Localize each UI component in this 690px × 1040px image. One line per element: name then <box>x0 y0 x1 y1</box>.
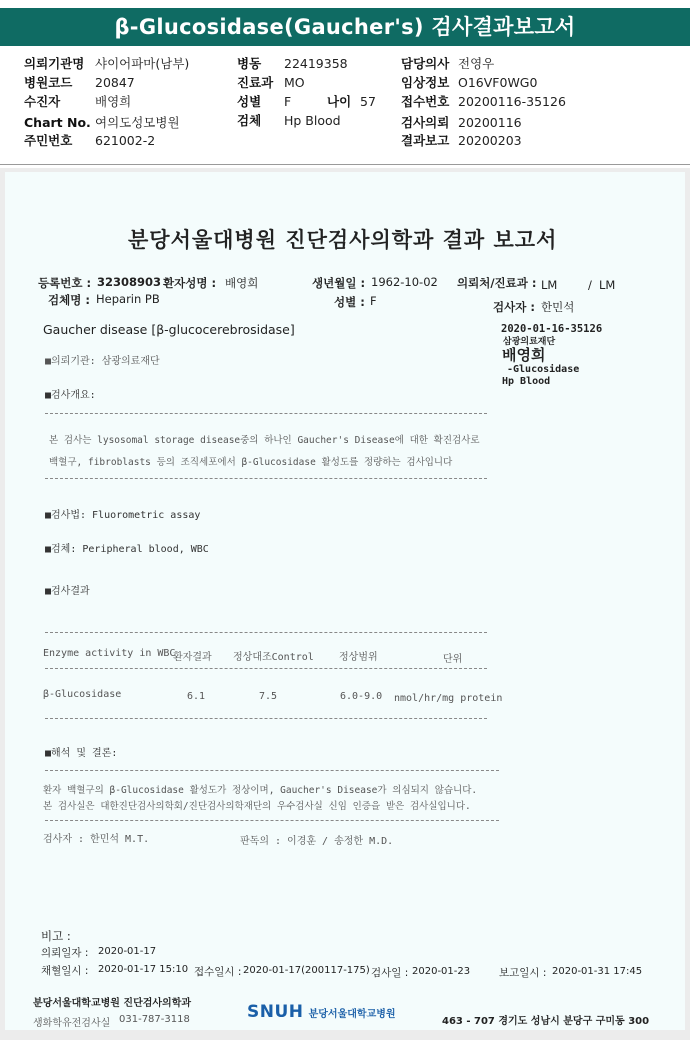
examiner-line: 검사자 : 한민석 M.T. <box>43 834 150 845</box>
stamp-test: -Glucosidase <box>507 364 580 375</box>
stamp-org: 삼광의료재단 <box>503 337 556 347</box>
stamp-id: 2020-01-16-35126 <box>501 323 603 335</box>
dept-separator: / <box>588 278 592 292</box>
header-label: 접수번호 <box>401 94 450 109</box>
scanned-report <box>5 172 685 1030</box>
header-value-request <box>458 116 522 130</box>
header-row-age <box>327 95 351 109</box>
header-value: 57 <box>360 94 376 109</box>
header-label: 담당의사 <box>401 56 450 71</box>
method-line: ■검사법: Fluorometric assay <box>45 510 201 521</box>
reg-no-label: 등록번호 : <box>38 276 92 290</box>
test-date-value: 2020-01-23 <box>412 966 471 977</box>
header-divider <box>0 164 690 165</box>
test-name: Gaucher disease [β-glucocerebrosidase] <box>43 322 295 337</box>
tester-value: 한민석 <box>541 300 575 314</box>
header-label: 검체 <box>237 113 262 128</box>
header-label: 의뢰기관명 <box>24 56 85 71</box>
header-value: 20847 <box>95 75 135 90</box>
footer-address: 463 - 707 경기도 성남시 분당구 구미동 300 <box>442 1016 650 1027</box>
header-value: 여의도성모병원 <box>95 115 180 130</box>
header-label: 병동 <box>237 56 262 71</box>
dashed-divider <box>45 820 499 821</box>
request-date-value: 2020-01-17 <box>98 946 157 957</box>
header-label: 성별 <box>237 94 262 109</box>
reg-no-value: 32308903 <box>97 275 162 289</box>
dept-value-b: LM <box>599 278 616 292</box>
header-row-doctor <box>401 57 449 71</box>
table-header-enzyme: Enzyme activity in WBC <box>43 648 176 659</box>
footer-org: 분당서울대학교병원 진단검사의학과 <box>33 998 192 1009</box>
dashed-divider <box>45 413 487 414</box>
header-row-ward <box>237 57 261 71</box>
dept-label: 의뢰처/진료과 : <box>457 276 537 290</box>
overview-heading: ■검사개요: <box>45 390 96 401</box>
report-date-label: 보고일시 : <box>499 967 547 979</box>
table-header-rule <box>45 668 487 669</box>
header-row-report <box>401 134 449 148</box>
header-row-institution <box>24 57 84 71</box>
collect-value: 2020-01-17 15:10 <box>98 964 189 975</box>
footer-lab: 생화학유전검사실 <box>33 1018 111 1029</box>
patient-label: 환자성명 : <box>163 276 217 290</box>
overview-line-2: 백혈구, fibroblasts 등의 조직세포에서 β-Glucosidase 활성도를 정량하는 검사입니다 <box>49 457 453 468</box>
header-value-report <box>458 134 522 148</box>
report-title-bar <box>0 8 690 46</box>
sex-label: 성별 : <box>334 295 365 309</box>
header-value: 621002-2 <box>95 133 156 148</box>
header-value: 20200116 <box>458 115 522 130</box>
overview-line-1: 본 검사는 lysosomal storage disease중의 하나인 Gaucher's Disease에 대한 확진검사로 <box>49 435 480 446</box>
request-date-label: 의뢰일자 : <box>41 947 89 959</box>
receipt-label: 접수일시 : <box>194 966 242 978</box>
header-value: O16VF0WG0 <box>458 75 538 90</box>
header-value: 샤이어파마(남부) <box>95 56 190 71</box>
sample-line: ■검체: Peripheral blood, WBC <box>45 544 209 555</box>
table-bottom-rule <box>45 718 487 719</box>
header-row-hospital-code <box>24 76 72 90</box>
header-value-chart-no <box>95 116 180 130</box>
header-value: F <box>284 94 292 109</box>
header-label: 결과보고 <box>401 133 450 148</box>
stamp-name: 배영희 <box>502 346 546 364</box>
table-cell-unit: nmol/hr/mg protein <box>394 693 503 704</box>
header-label: 나이 <box>327 94 352 109</box>
snuh-logo-korean: 분당서울대학교병원 <box>308 1009 396 1020</box>
institution-line: ■의뢰기관: 삼광의료재단 <box>45 356 160 367</box>
table-header-range: 정상범위 <box>339 652 378 663</box>
table-cell-enzyme: β-Glucosidase <box>43 689 122 700</box>
table-cell-range: 6.0-9.0 <box>340 691 383 702</box>
header-row-patient <box>24 95 60 109</box>
header-row-resident-no <box>24 134 72 148</box>
scan-title: 분당서울대병원 진단검사의학과 결과 보고서 <box>128 228 558 252</box>
header-row-receipt-no <box>401 95 449 109</box>
reader-line: 판독의 : 이경훈 / 송정한 M.D. <box>240 836 394 847</box>
patient-value: 배영희 <box>225 276 259 290</box>
collect-label: 채혈일시 : <box>41 965 89 977</box>
header-value-receipt-no <box>458 95 566 109</box>
table-header-patient: 환자결과 <box>173 652 212 663</box>
header-value: MO <box>284 75 305 90</box>
header-value-resident-no <box>95 134 155 148</box>
snuh-logo-text: SNUH <box>247 1002 304 1022</box>
dashed-divider <box>45 770 499 771</box>
header-label: 검사의뢰 <box>401 115 450 130</box>
note-label: 비고 : <box>41 929 71 943</box>
header-value-doctor <box>458 57 494 71</box>
header-value-ward <box>284 57 348 71</box>
header-value-age <box>360 95 376 109</box>
receipt-value: 2020-01-17(200117-175) <box>243 965 370 976</box>
table-cell-control: 7.5 <box>259 691 278 702</box>
header-row-department <box>237 76 273 90</box>
table-header-control: 정상대조Control <box>233 652 314 663</box>
header-value: 22419358 <box>284 56 348 71</box>
header-value-specimen <box>284 114 341 128</box>
snuh-logo <box>247 1002 396 1022</box>
interpretation-line-1: 환자 백혈구의 β-Glucosidase 활성도가 정상이며, Gaucher's Disease가 의심되지 않습니다. <box>43 785 478 796</box>
specimen-value: Heparin PB <box>96 292 160 306</box>
tester-label: 검사자 : <box>493 300 535 314</box>
header-value-sex <box>284 95 291 109</box>
header-value: 전영우 <box>458 56 495 71</box>
header-row-clinical-info <box>401 76 449 90</box>
dob-value: 1962-10-02 <box>371 275 438 289</box>
header-label: 임상정보 <box>401 75 450 90</box>
report-date-value: 2020-01-31 17:45 <box>552 966 643 977</box>
header-value: 20200116-35126 <box>458 94 566 109</box>
sex-value: F <box>370 294 377 308</box>
specimen-label: 검체명 : <box>48 293 90 307</box>
header-row-chart-no <box>24 116 91 130</box>
interpretation-heading: ■해석 및 결론: <box>45 748 118 759</box>
test-date-label: 검사일 : <box>371 967 409 979</box>
dob-label: 생년월일 : <box>312 276 366 290</box>
header-value-department <box>284 76 305 90</box>
header-value: Hp Blood <box>284 113 341 128</box>
table-top-rule <box>45 632 487 633</box>
header-value-institution <box>95 57 189 71</box>
header-label: 진료과 <box>237 75 274 90</box>
interpretation-line-2: 본 검사실은 대한진단검사의학회/진단검사의학재단의 우수검사실 신임 인증을 받은 검사실입니다. <box>43 801 471 812</box>
report-title: β-Glucosidase(Gaucher's) 검사결과보고서 <box>114 15 576 39</box>
header-row-request <box>401 116 449 130</box>
header-label: Chart No. <box>24 115 91 130</box>
header-value-hospital-code <box>95 76 135 90</box>
stamp-specimen: Hp Blood <box>502 376 551 387</box>
header-value: 20200203 <box>458 133 522 148</box>
table-cell-patient: 6.1 <box>187 691 206 702</box>
header-label: 주민번호 <box>24 133 73 148</box>
dashed-divider <box>45 478 487 479</box>
dept-value-a: LM <box>541 278 558 292</box>
header-value: 배영희 <box>95 94 132 109</box>
header-row-sex <box>237 95 261 109</box>
header-label: 병원코드 <box>24 75 73 90</box>
header-value-clinical-info <box>458 76 537 90</box>
header-row-specimen <box>237 114 261 128</box>
header-label: 수진자 <box>24 94 61 109</box>
result-heading: ■검사결과 <box>45 586 90 597</box>
footer-phone: 031-787-3118 <box>119 1014 190 1025</box>
header-value-patient <box>95 95 131 109</box>
table-header-unit: 단위 <box>443 654 463 665</box>
